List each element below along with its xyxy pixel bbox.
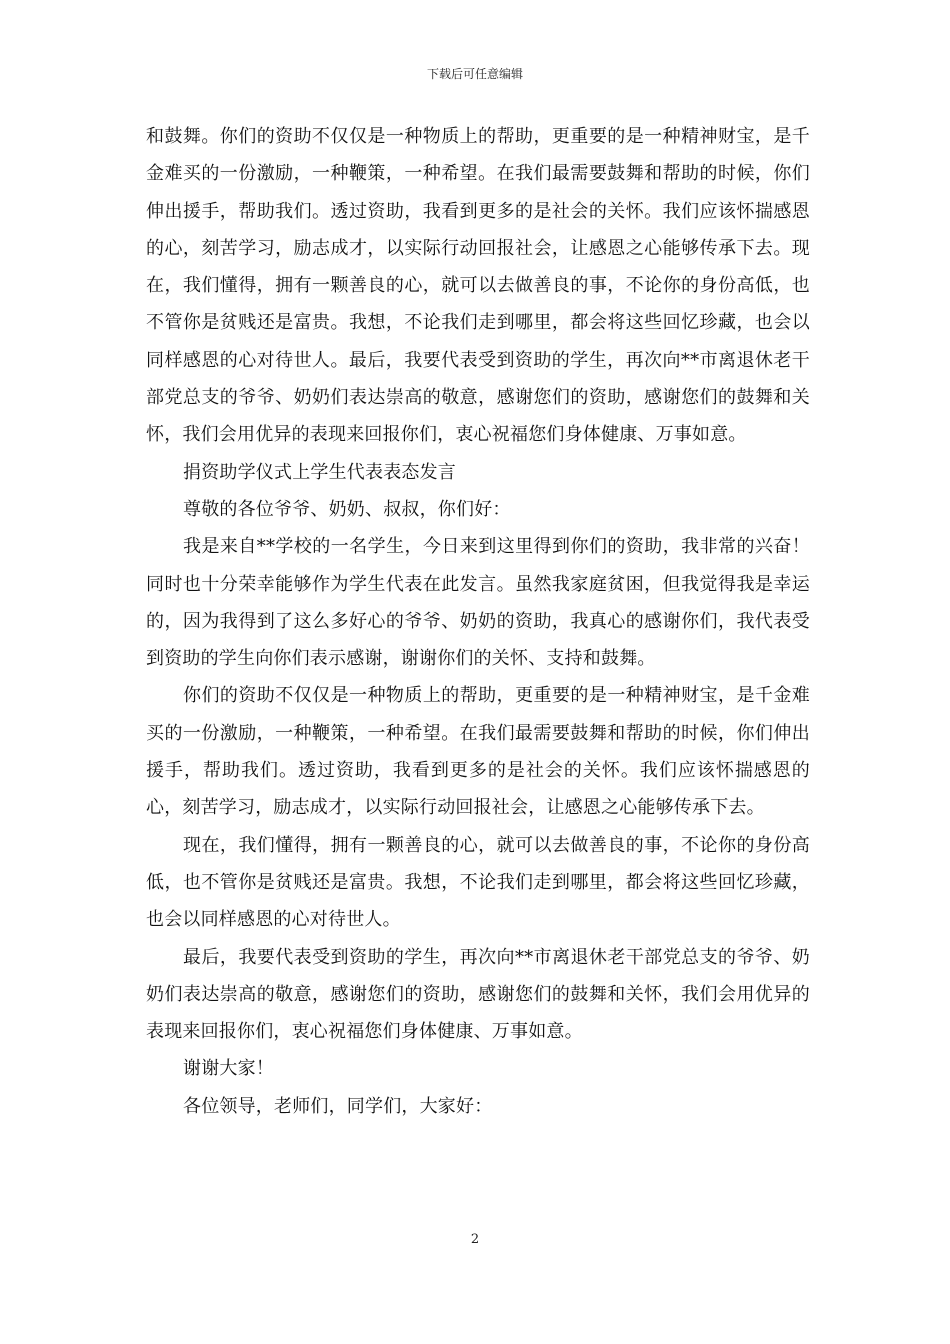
thanks-line: 谢谢大家！ — [183, 1058, 274, 1080]
speech-title: 捐资助学仪式上学生代表表态发言 — [183, 461, 456, 483]
next-salutation: 各位领导，老师们，同学们，大家好： — [183, 1095, 493, 1117]
paragraph-aid: 你们的资助不仅仅是一种物质上的帮助，更重要的是一种精神财宝，是千金难买的一份激励，一种鞭策，一种希望。在我们最需要鼓舞和帮助的时候，你们伸出援手，帮助我们。透过资助，我看到更多的是社会的关怀。我们应该怀揣感恩的心，刻苦学习，励志成才，以实际行动回报社会，让感恩之心能够传承下去。 — [146, 685, 810, 819]
paragraph-continued: 和鼓舞。你们的资助不仅仅是一种物质上的帮助，更重要的是一种精神财宝，是千金难买的一份激励，一种鞭策，一种希望。在我们最需要鼓舞和帮助的时候，你们伸出援手，帮助我们。透过资助，我看到更多的是社会的关怀。我们应该怀揣感恩的心，刻苦学习，励志成才，以实际行动回报社会，让感恩之心能够传承下去。现在，我们懂得，拥有一颗善良的心，就可以去做善良的事，不论你的身份高低，也不管你是贫贱还是富贵。我想，不论我们走到哪里，都会将这些回忆珍藏，也会以同样感恩的心对待世人。最后，我要代表受到资助的学生，再次向**市离退休老干部党总支的爷爷、奶奶们表达崇高的敬意，感谢您们的资助，感谢您们的鼓舞和关怀，我们会用优异的表现来回报你们，衷心祝福您们身体健康、万事如意。 — [146, 126, 810, 446]
document-body — [146, 118, 810, 1125]
paragraph-intro: 我是来自**学校的一名学生，今日来到这里得到你们的资助，我非常的兴奋！同时也十分荣幸能够作为学生代表在此发言。虽然我家庭贫困，但我觉得我是幸运的，因为我得到了这么多好心的爷爷、奶奶的资助，我真心的感谢你们，我代表受到资助的学生向你们表示感谢，谢谢你们的关怀、支持和鼓舞。 — [146, 536, 810, 670]
paragraph-closing: 最后，我要代表受到资助的学生，再次向**市离退休老干部党总支的爷爷、奶奶们表达崇高的敬意，感谢您们的资助，感谢您们的鼓舞和关怀，我们会用优异的表现来回报你们，衷心祝福您们身体健康、万事如意。 — [146, 946, 810, 1043]
salutation: 尊敬的各位爷爷、奶奶、叔叔，你们好： — [183, 498, 511, 520]
page-header: 下载后可任意编辑 — [426, 67, 523, 81]
page-number: 2 — [470, 1232, 480, 1247]
paragraph-kindness: 现在，我们懂得，拥有一颗善良的心，就可以去做善良的事，不论你的身份高低，也不管你是贫贱还是富贵。我想，不论我们走到哪里，都会将这些回忆珍藏，也会以同样感恩的心对待世人。 — [146, 834, 810, 931]
